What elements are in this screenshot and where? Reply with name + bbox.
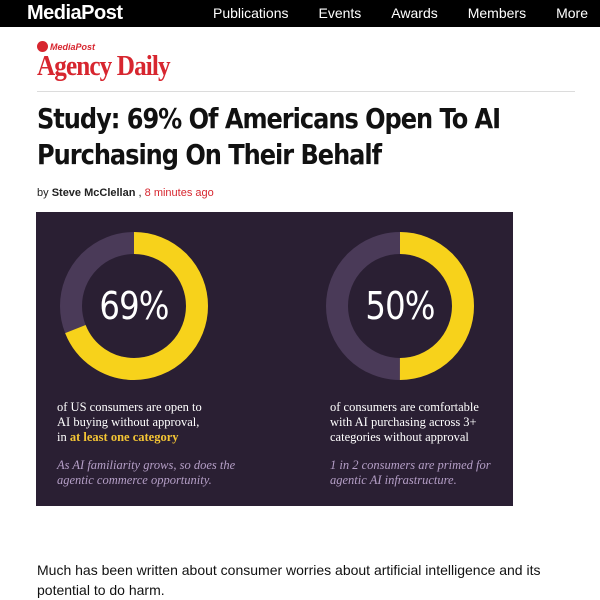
note-2-line-2: agentic AI infrastructure. (330, 473, 457, 487)
nav-item-members[interactable]: Members (467, 5, 527, 21)
stat-ring-2 (325, 231, 475, 381)
byline-separator: , (138, 187, 142, 199)
nav-item-more[interactable]: More (556, 5, 588, 21)
mediapost-brand-link[interactable]: MediaPost (27, 2, 123, 24)
nav-item-events[interactable]: Events (318, 5, 362, 21)
caption-1-line-2: AI buying without approval, (57, 415, 200, 429)
caption-2-line-1: of consumers are comfortable (330, 400, 479, 414)
stat-value-1: 69% (99, 284, 169, 328)
nav-links (213, 0, 600, 27)
byline (37, 187, 214, 199)
masthead-divider (37, 91, 575, 92)
infographic (36, 212, 513, 506)
stat-caption-1 (57, 400, 277, 445)
top-nav (0, 0, 600, 27)
stat-value-2: 50% (365, 284, 435, 328)
article-paragraph: Much has been written about consumer worries about artificial intelligence and its potential to do harm. (37, 562, 541, 598)
caption-1-line-3 (57, 430, 277, 445)
logo-small-text: MediaPost (50, 41, 96, 52)
caption-2-line-2: with AI purchasing across 3+ (330, 415, 477, 429)
note-1-line-1: As AI familiarity grows, so does the (57, 458, 236, 472)
caption-2-line-3: categories without approval (330, 430, 469, 444)
caption-1-line-1: of US consumers are open to (57, 400, 202, 414)
article-headline: Study: 69% Of Americans Open To AI Purchasing On Their Behalf (37, 102, 501, 171)
caption-1-highlight: at least one category (69, 430, 179, 444)
nav-item-publications[interactable]: Publications (212, 5, 289, 21)
note-2-line-1: 1 in 2 consumers are primed for (330, 458, 491, 472)
stat-ring-1 (59, 231, 209, 381)
stat-caption-2 (330, 400, 510, 445)
timestamp: 8 minutes ago (144, 187, 214, 199)
logo-title: Agency Daily (37, 51, 170, 82)
stat-note-1 (57, 458, 287, 488)
stat-note-2 (330, 458, 510, 488)
note-1-line-2: agentic commerce opportunity. (57, 473, 212, 487)
byline-by: by (37, 187, 49, 199)
author-link[interactable]: Steve McClellan (51, 187, 136, 199)
nav-item-awards[interactable]: Awards (391, 5, 438, 21)
caption-1-prefix: in (57, 430, 70, 444)
agency-daily-logo[interactable] (37, 41, 187, 85)
